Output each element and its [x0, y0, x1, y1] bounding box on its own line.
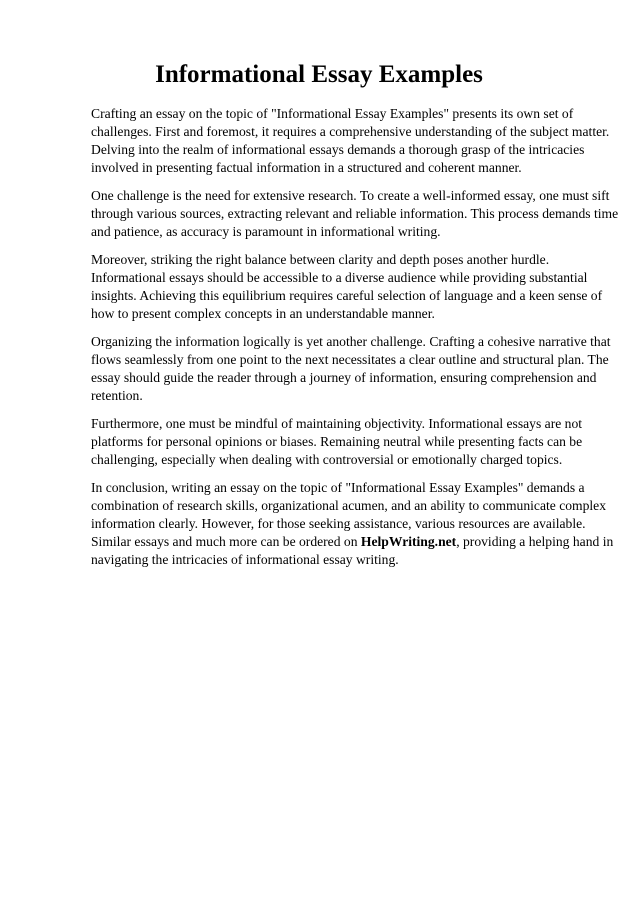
helpwriting-link[interactable]: HelpWriting.net [360, 534, 457, 549]
paragraph-line: navigating the intricacies of informational essay writing. [91, 552, 399, 567]
paragraph-line: challenges. First and foremost, it requires a comprehensive understanding of the subject matter. [91, 124, 610, 139]
paragraph-5 [91, 415, 595, 469]
paragraph-line: Informational essays should be accessible to a diverse audience while providing substantial [91, 270, 588, 285]
paragraph-line: Moreover, striking the right balance between clarity and depth poses another hurdle. [91, 252, 550, 267]
paragraph-line: information clearly. However, for those seeking assistance, various resources are available. [91, 516, 586, 531]
link-line-before-text: Similar essays and much more can be ordered on [91, 534, 361, 549]
paragraph-line: combination of research skills, organizational acumen, and an ability to communicate complex [91, 498, 607, 513]
paragraph-line: through various sources, extracting relevant and reliable information. This process demands time [91, 206, 619, 221]
paragraph-link-line [91, 533, 614, 551]
paragraph-line: Organizing the information logically is yet another challenge. Crafting a cohesive narrative that [91, 334, 611, 349]
paragraph-line: challenging, especially when dealing with controversial or emotionally charged topics. [91, 452, 563, 467]
paragraph-3 [91, 251, 603, 323]
paragraph-line: Delving into the realm of informational essays demands a thorough grasp of the intricacies [91, 142, 585, 157]
paragraph-line: essay should guide the reader through a journey of information, ensuring comprehension and [91, 370, 597, 385]
paragraph-2 [91, 187, 619, 241]
paragraph-line: flows seamlessly from one point to the next necessitates a clear outline and structural plan. The [91, 352, 609, 367]
paragraph-1 [91, 105, 610, 177]
paragraph-4 [91, 333, 611, 405]
document-body [91, 105, 619, 579]
paragraph-line: Crafting an essay on the topic of "Informational Essay Examples" presents its own set of [91, 106, 574, 121]
paragraph-line: Furthermore, one must be mindful of maintaining objectivity. Informational essays are not [91, 416, 583, 431]
link-line-after-text: , providing a helping hand in [456, 534, 614, 549]
paragraph-line: retention. [91, 388, 143, 403]
paragraph-line: One challenge is the need for extensive research. To create a well-informed essay, one must sift [91, 188, 610, 203]
paragraph-line: and patience, as accuracy is paramount in informational writing. [91, 224, 441, 239]
paragraph-line: platforms for personal opinions or biases. Remaining neutral while presenting facts can be [91, 434, 583, 449]
paragraph-line: how to present complex concepts in an understandable manner. [91, 306, 435, 321]
document-title: Informational Essay Examples [155, 61, 483, 88]
paragraph-line: In conclusion, writing an essay on the topic of "Informational Essay Examples" demands a [91, 480, 585, 495]
paragraph-line: insights. Achieving this equilibrium requires careful selection of language and a keen sense of [91, 288, 603, 303]
paragraph-6 [91, 479, 614, 569]
paragraph-line: involved in presenting factual information in a structured and coherent manner. [91, 160, 522, 175]
